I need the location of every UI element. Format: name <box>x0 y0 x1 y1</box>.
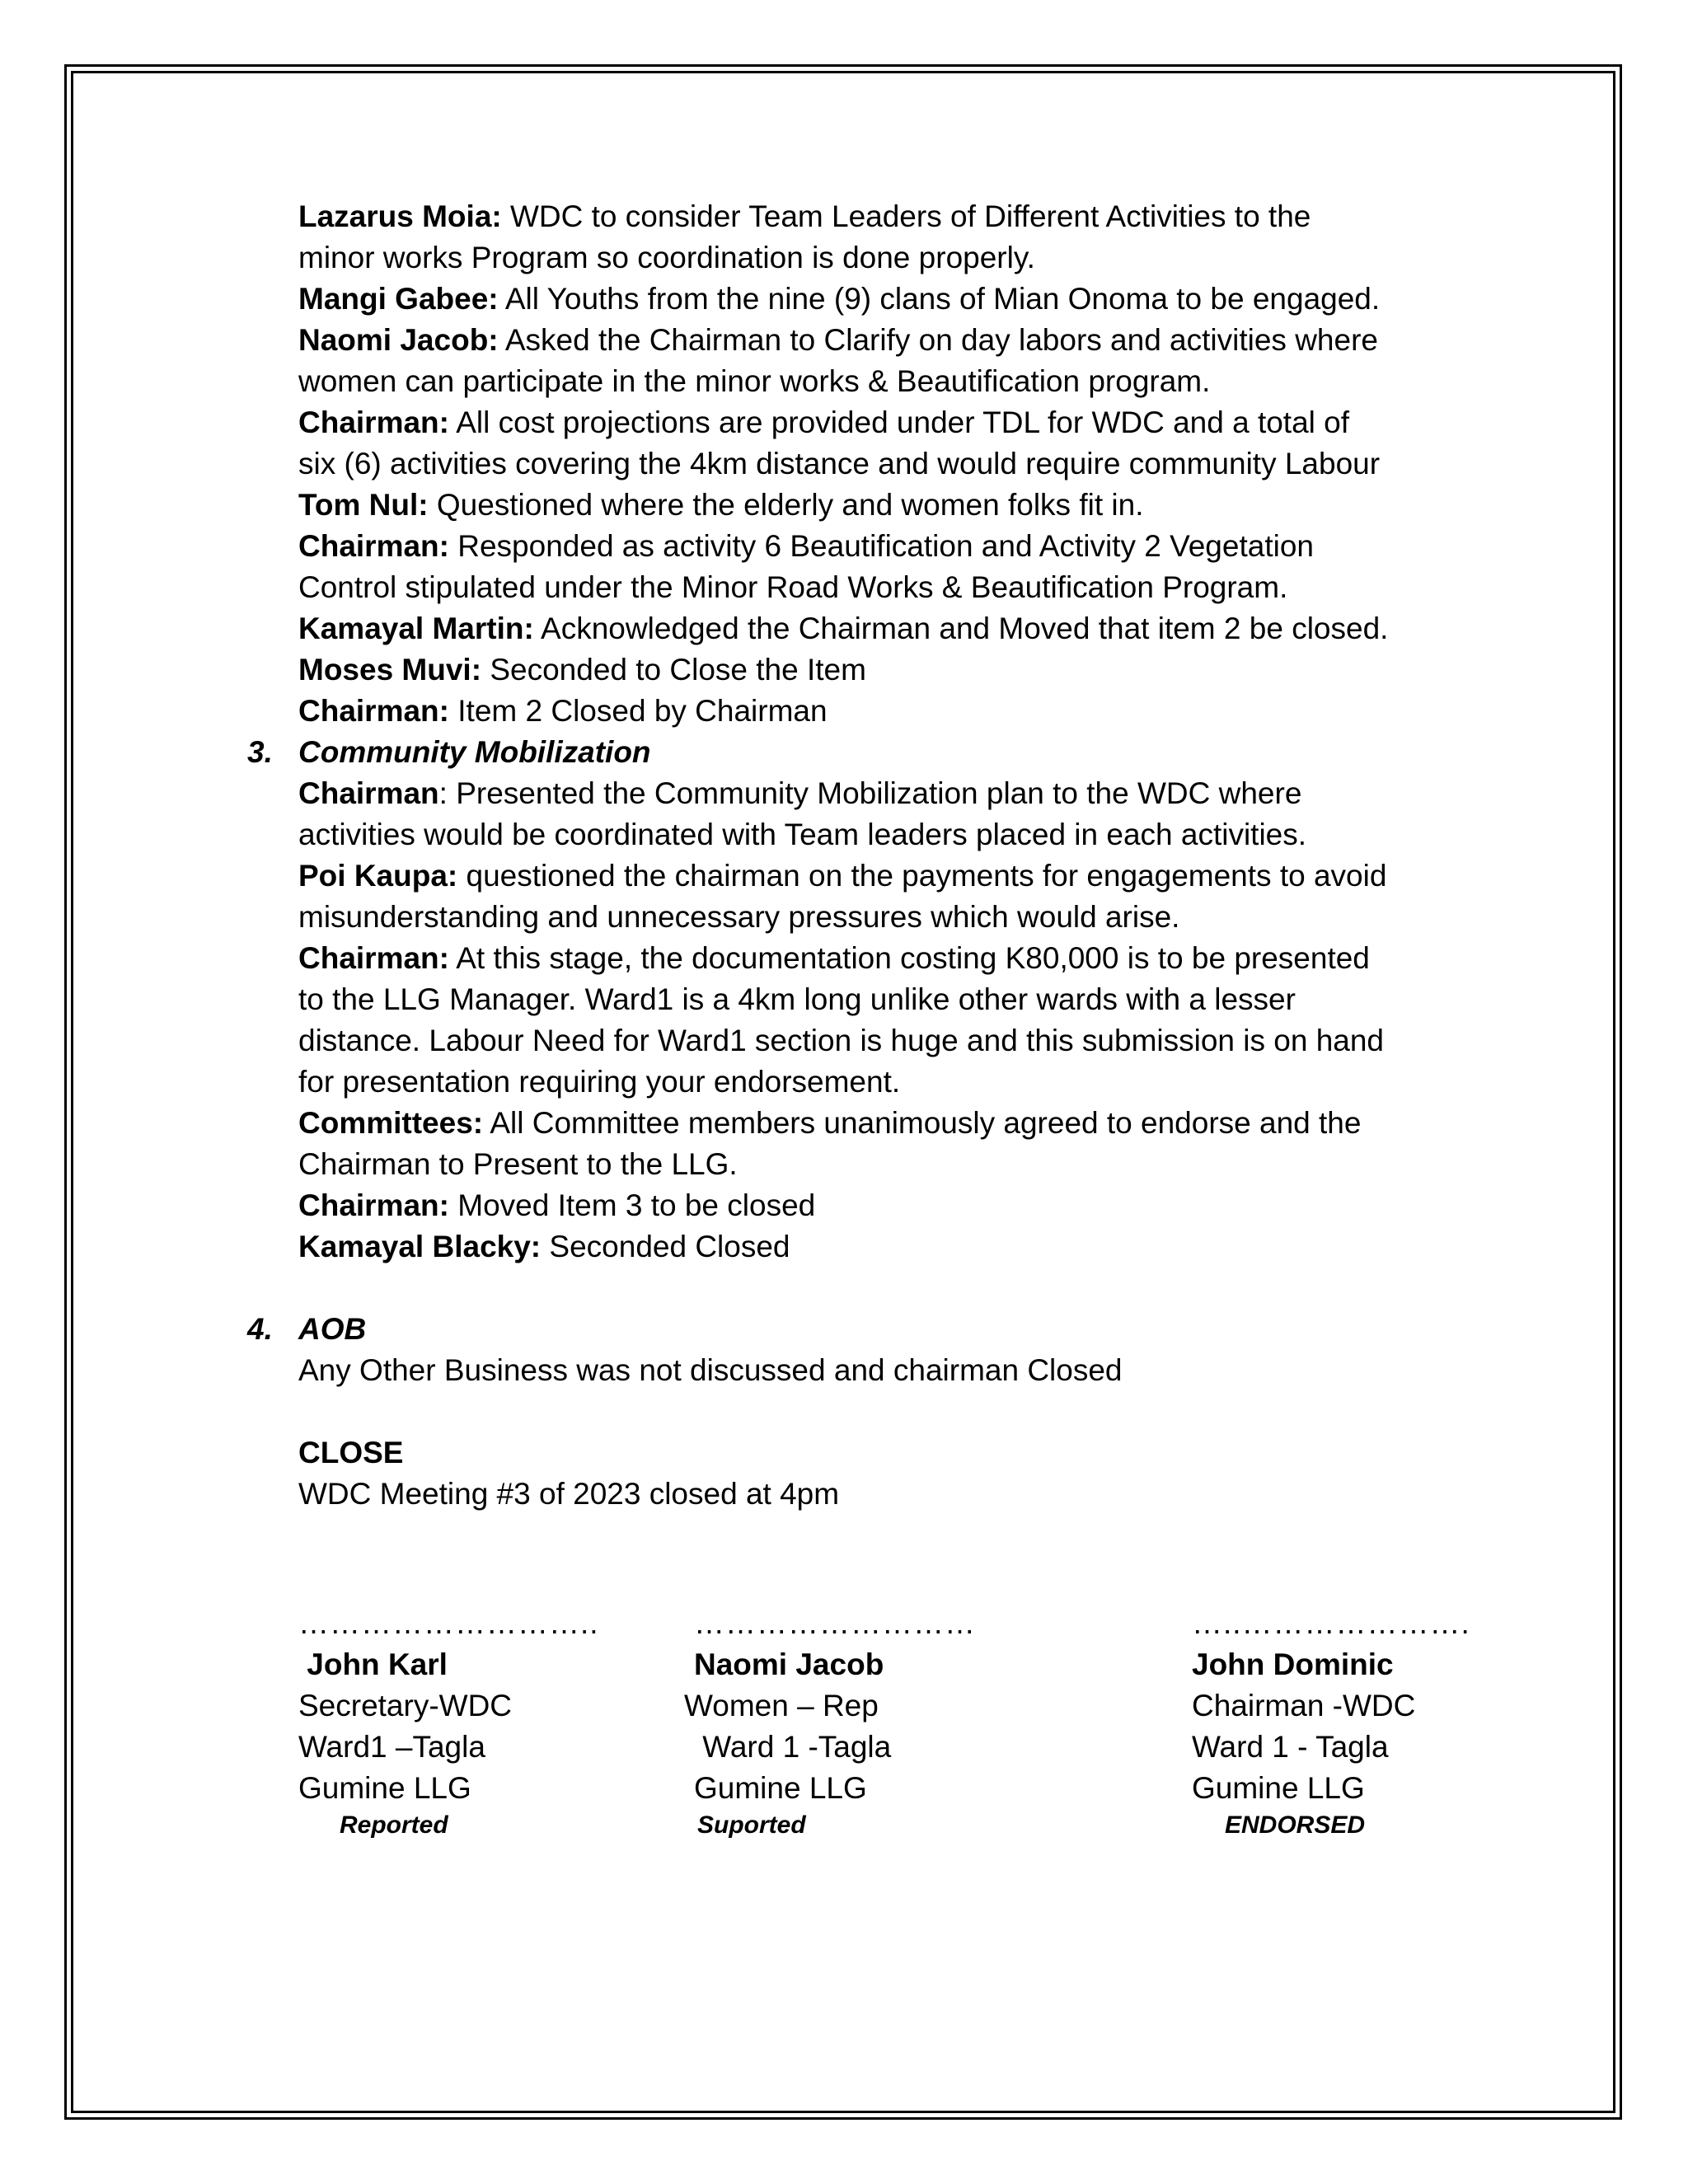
minutes-line <box>298 196 1502 237</box>
signature-line: ……………………….. <box>298 1606 599 1640</box>
signatory-ward: Ward1 –Tagla <box>298 1730 485 1764</box>
spacer <box>298 1391 1502 1432</box>
minutes-line <box>298 1185 1502 1226</box>
minutes-line <box>298 649 1502 691</box>
statement-text: minor works Program so coordination is done properly. <box>298 241 1035 274</box>
speaker-name: Naomi Jacob: <box>298 323 499 357</box>
statement-text: All cost projections are provided under TDL for WDC and a total of <box>448 405 1350 439</box>
minutes-line <box>298 279 1502 320</box>
speaker-name: Chairman: <box>298 941 449 975</box>
spacer <box>298 1268 1502 1309</box>
statement-text: to the LLG Manager. Ward1 is a 4km long unlike other wards with a lesser <box>298 982 1296 1016</box>
minutes-line <box>298 1020 1502 1062</box>
statement-text: All Committee members unanimously agreed to endorse and the <box>483 1106 1362 1140</box>
speaker-name: Lazarus Moia: <box>298 199 502 233</box>
minutes-line <box>298 979 1502 1020</box>
signatory-llg: Gumine LLG <box>694 1771 867 1805</box>
item3-heading <box>247 732 1502 773</box>
minutes-line <box>298 402 1502 443</box>
speaker-name: Poi Kaupa: <box>298 859 458 893</box>
statement-text: for presentation requiring your endorsement. <box>298 1065 901 1099</box>
statement-text: : Presented the Community Mobilization plan to the WDC where <box>438 776 1302 810</box>
minutes-body <box>247 196 1502 1515</box>
speaker-name: Chairman: <box>298 1188 449 1222</box>
minutes-line <box>298 897 1502 938</box>
item4-title: AOB <box>298 1312 367 1346</box>
signature-status: Suported <box>697 1811 806 1839</box>
statement-text: At this stage, the documentation costing K80,000 is to be presented <box>448 941 1370 975</box>
statement-text: Moved Item 3 to be closed <box>448 1188 816 1222</box>
signatory-llg: Gumine LLG <box>298 1771 471 1805</box>
minutes-line <box>298 237 1502 279</box>
speaker-name: Chairman <box>298 776 439 810</box>
minutes-line <box>298 773 1502 814</box>
signature-chairman <box>1192 1603 1470 1842</box>
statement-text: Questioned where the elderly and women folks fit in. <box>428 488 1144 522</box>
close-heading: CLOSE <box>298 1436 404 1469</box>
signatory-llg: Gumine LLG <box>1192 1771 1365 1805</box>
statement-text: Asked the Chairman to Clarify on day labors and activities where <box>498 323 1378 357</box>
statement-text: Seconded Closed <box>541 1230 790 1263</box>
speaker-name: Chairman: <box>298 694 449 728</box>
item4-heading <box>247 1309 1502 1350</box>
speaker-name: Kamayal Martin: <box>298 612 534 645</box>
statement-text: women can participate in the minor works & Beautification program. <box>298 364 1211 398</box>
statement-text: questioned the chairman on the payments for engagements to avoid <box>457 859 1387 893</box>
statement-text: All Youths from the nine (9) clans of Mian Onoma to be engaged. <box>498 282 1381 316</box>
speaker-name: Moses Muvi: <box>298 653 482 687</box>
signatory-ward: Ward 1 -Tagla <box>694 1730 892 1764</box>
signatory-role: Chairman -WDC <box>1192 1689 1416 1722</box>
statement-text: WDC to consider Team Leaders of Different Activities to the <box>501 199 1311 233</box>
item4-text: Any Other Business was not discussed and chairman Closed <box>298 1353 1123 1387</box>
minutes-line <box>298 1226 1502 1268</box>
minutes-line <box>298 1062 1502 1103</box>
signature-women-rep <box>684 1603 976 1842</box>
signature-status: Reported <box>340 1811 448 1839</box>
signature-line: ……………………… <box>694 1606 976 1640</box>
signatory-name: John Karl <box>298 1647 448 1681</box>
minutes-line <box>298 443 1502 485</box>
statement-text: Seconded to Close the Item <box>481 653 866 687</box>
minutes-line <box>298 691 1502 732</box>
item3-title: Community Mobilization <box>298 735 651 769</box>
statement-text: distance. Labour Need for Ward1 section is huge and this submission is on hand <box>298 1024 1385 1057</box>
statement-text: Item 2 Closed by Chairman <box>448 694 828 728</box>
minutes-line <box>298 1103 1502 1144</box>
statement-text: six (6) activities covering the 4km distance and would require community Labour <box>298 447 1381 480</box>
item2-discussion <box>298 196 1502 732</box>
minutes-line <box>298 485 1502 526</box>
minutes-line <box>298 855 1502 897</box>
signatory-name: Naomi Jacob <box>694 1647 884 1681</box>
speaker-name: Chairman: <box>298 405 449 439</box>
signatory-role: Women – Rep <box>684 1689 879 1722</box>
minutes-line <box>298 320 1502 361</box>
statement-text: Control stipulated under the Minor Road Works & Beautification Program. <box>298 570 1288 604</box>
minutes-line <box>298 1144 1502 1185</box>
speaker-name: Chairman: <box>298 529 449 563</box>
statement-text: Chairman to Present to the LLG. <box>298 1147 738 1181</box>
speaker-name: Tom Nul: <box>298 488 429 522</box>
minutes-line <box>298 938 1502 979</box>
speaker-name: Committees: <box>298 1106 484 1140</box>
signature-line: …..…………………. <box>1192 1606 1470 1640</box>
signatory-name: John Dominic <box>1192 1647 1394 1681</box>
statement-text: misunderstanding and unnecessary pressures which would arise. <box>298 900 1180 934</box>
close-text: WDC Meeting #3 of 2023 closed at 4pm <box>298 1477 840 1511</box>
minutes-line <box>298 361 1502 402</box>
minutes-line <box>298 814 1502 855</box>
signatory-role: Secretary-WDC <box>298 1689 513 1722</box>
speaker-name: Kamayal Blacky: <box>298 1230 542 1263</box>
item4-number: 4. <box>247 1312 273 1346</box>
speaker-name: Mangi Gabee: <box>298 282 499 316</box>
minutes-line <box>298 608 1502 649</box>
statement-text: activities would be coordinated with Team leaders placed in each activities. <box>298 818 1307 851</box>
signatory-ward: Ward 1 - Tagla <box>1192 1730 1389 1764</box>
minutes-line <box>298 526 1502 567</box>
item3-discussion <box>298 773 1502 1268</box>
signature-status: ENDORSED <box>1225 1811 1366 1839</box>
signature-secretary <box>298 1603 599 1842</box>
statement-text: Acknowledged the Chairman and Moved that item 2 be closed. <box>533 612 1389 645</box>
item3-number: 3. <box>247 735 273 769</box>
minutes-line <box>298 567 1502 608</box>
statement-text: Responded as activity 6 Beautification and Activity 2 Vegetation <box>448 529 1314 563</box>
